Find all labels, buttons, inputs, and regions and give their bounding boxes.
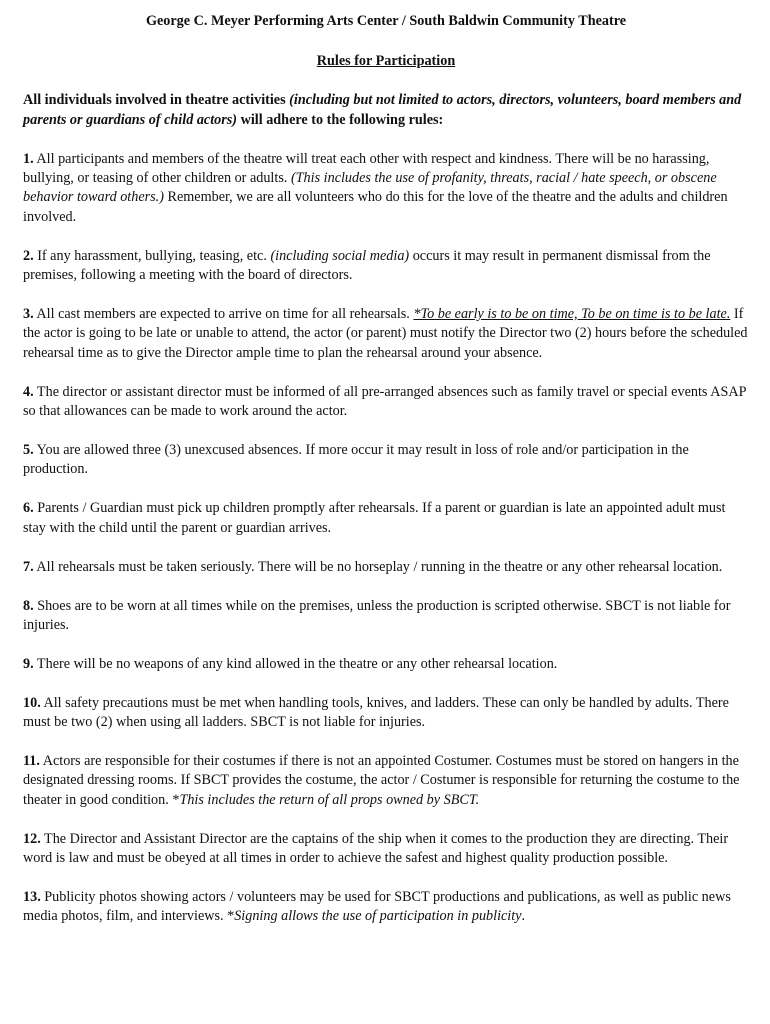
rule-text: The director or assistant director must be informed of all pre-arranged absences such as family travel or special events ASAP so that allowances can be made to work around the actor. [23,383,746,420]
rule-9 [23,655,749,674]
rule-number: 7. [23,558,34,575]
rule-4 [23,383,749,422]
rule-number: 2. [23,247,34,264]
rule-number: 11. [23,753,40,770]
rule-text: The Director and Assistant Director are the captains of the ship when it comes to the production they are directing. Their word is law and must be obeyed at all times in order to achieve the safest and highest quality production possible. [23,830,729,867]
rule-text: Parents / Guardian must pick up children promptly after rehearsals. If a parent or guardian is late an appointed adult must stay with the child until the parent or guardian arrives. [23,500,726,536]
rule-italic-underlined: *To be early is to be on time, To be on time is to be late. [413,305,731,322]
document-subtitle: Rules for Participation [316,53,456,69]
rule-text: All participants and members of the theatre will treat each other with respect and kindness. There will be no harassing, bullying, or teasing of other children or adults. [23,150,710,186]
rule-number: 1. [23,150,34,167]
rule-number: 10. [23,694,41,711]
rule-12 [23,830,749,869]
rule-6 [23,499,749,538]
intro-paragraph [23,91,749,130]
rule-number: 4. [23,383,34,400]
document-page [23,12,749,927]
rule-1 [23,150,749,228]
rule-italic: (including social media) [270,247,410,264]
rule-number: 13. [23,889,41,906]
intro-italic: (including but not limited to actors, directors, volunteers, board members and parents or guardians of child actors) [23,92,742,128]
rule-text: There will be no weapons of any kind allowed in the theatre or any other rehearsal location. [33,655,558,672]
rule-number: 8. [23,597,34,614]
rule-text-end: Remember, we are all volunteers who do this for the love of the theatre and the adults and children involved. [23,189,728,225]
rule-10 [23,694,749,733]
rule-text: All safety precautions must be met when handling tools, knives, and ladders. These can only be handled by adults. There must be two (2) when using all ladders. SBCT is not liable for injuries. [23,694,729,731]
rule-italic: (This includes the use of profanity, threats, racial / hate speech, or obscene behavior toward others.) [23,169,717,206]
rule-text: Actors are responsible for their costumes if there is not an appointed Costumer. Costumes must be stored on hangers in the designated dressing rooms. If SBCT provides the costume, the actor / Costumer is responsible for returning the costume to the theater in good condition. * [23,753,740,808]
rule-number: 3. [23,305,34,322]
rule-text: If any harassment, bullying, teasing, etc. [33,247,271,264]
rule-8 [23,597,749,636]
rule-text: You are allowed three (3) unexcused absences. If more occur it may result in loss of role and/or participation in the production. [23,441,689,478]
rule-italic: This includes the return of all props owned by SBCT. [179,791,480,808]
rule-text: Publicity photos showing actors / volunteers may be used for SBCT productions and publications, as well as public news media photos, film, and interviews. * [23,889,731,925]
intro-text: All individuals involved in theatre activities [23,92,290,108]
rule-2 [23,247,749,286]
rule-text: All rehearsals must be taken seriously. There will be no horseplay / running in the theatre or any other rehearsal location. [33,558,723,575]
rule-text-end: occurs it may result in permanent dismissal from the premises, following a meeting with the board of directors. [23,247,711,284]
rule-number: 9. [23,655,34,672]
rule-number: 12. [23,830,41,847]
rule-11 [23,752,749,810]
intro-text-end: will adhere to the following rules: [237,111,444,128]
rule-text: Shoes are to be worn at all times while on the premises, unless the production is scripted otherwise. SBCT is not liable for injuries. [23,597,731,633]
rule-number: 5. [23,441,34,458]
rule-5 [23,441,749,480]
rule-3 [23,305,749,363]
rule-text-end: If the actor is going to be late or unable to attend, the actor (or parent) must notify the Director two (2) hours before the scheduled rehearsal time as to give the Director ample time to plan the rehearsal around your absence. [23,305,748,361]
rule-text-end: . [521,908,526,925]
rule-13 [23,888,749,927]
rule-italic: Signing allows the use of participation in publicity [234,908,522,925]
rule-number: 6. [23,500,34,517]
rule-7 [23,558,749,577]
document-title: George C. Meyer Performing Arts Center / South Baldwin Community Theatre [145,13,627,29]
rule-text: All cast members are expected to arrive on time for all rehearsals. [33,305,414,322]
